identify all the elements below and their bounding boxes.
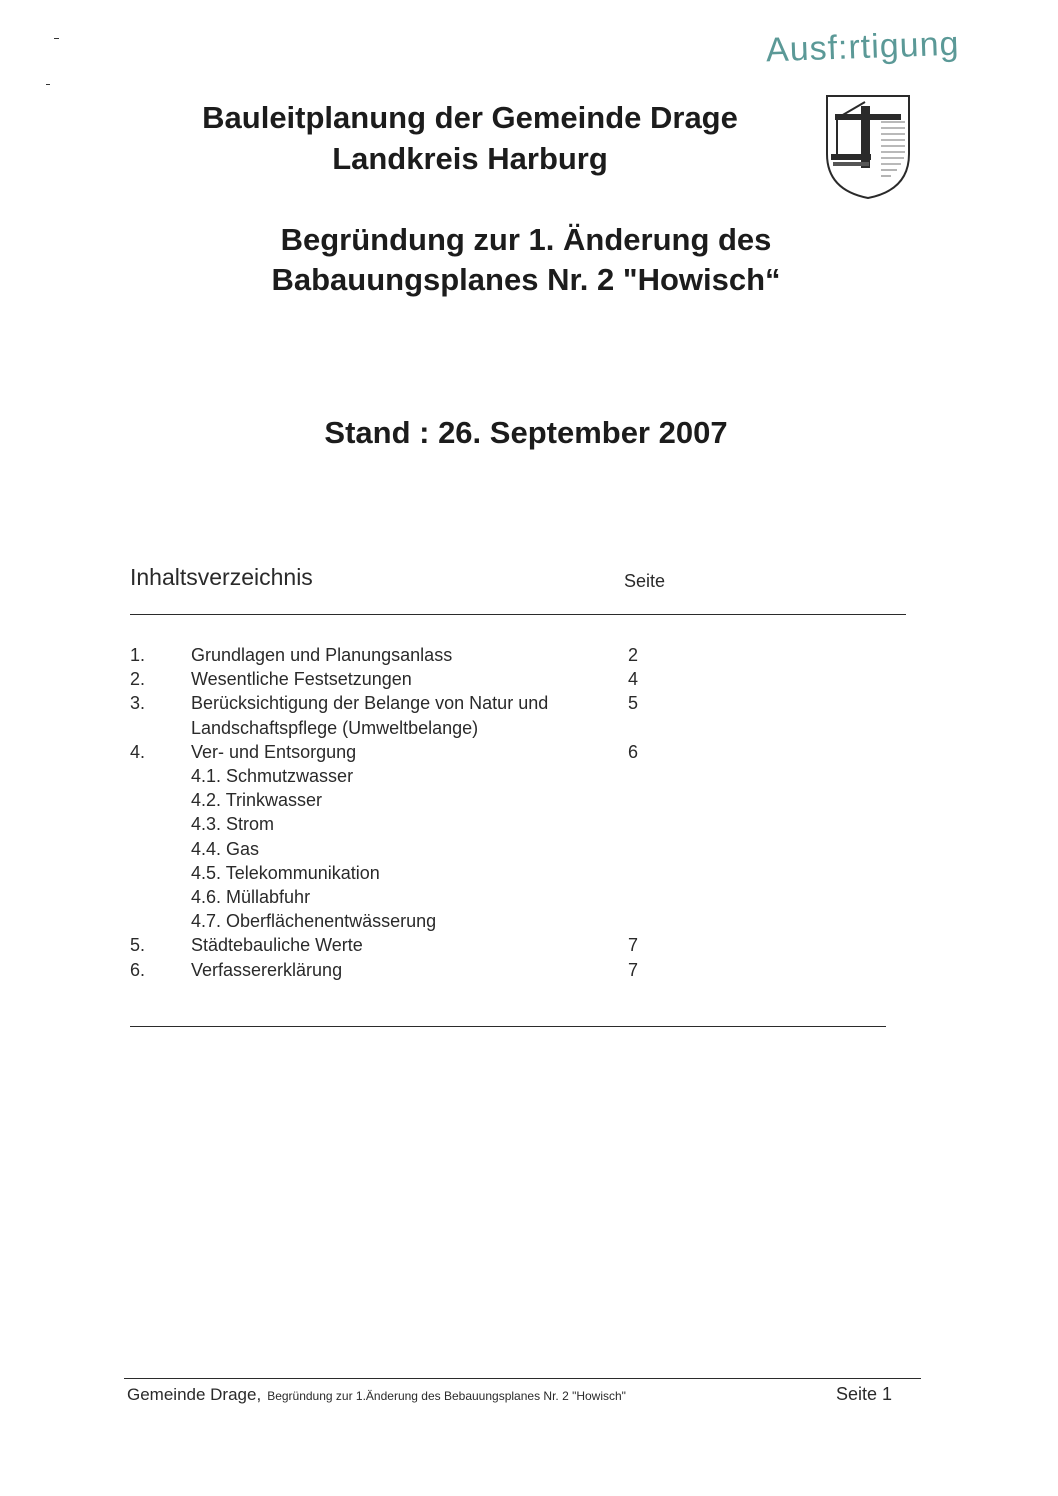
toc-list (130, 643, 690, 982)
toc-number (130, 885, 191, 909)
title-line-2: Landkreis Harburg (332, 141, 608, 176)
toc-entry: 4.7. Oberflächenentwässerung (191, 911, 437, 932)
toc-page (628, 909, 668, 933)
toc-entry: 4.2. Trinkwasser (191, 790, 323, 811)
toc-entry: Ver- und Entsorgung (191, 741, 357, 762)
coat-of-arms-icon (821, 92, 915, 202)
toc-page (628, 861, 668, 885)
footer-org: Gemeinde Drage, (127, 1385, 262, 1404)
toc-page (628, 716, 668, 740)
toc-entry: Landschaftspflege (Umweltbelange) (191, 717, 479, 738)
toc-page (628, 812, 668, 836)
toc-number: 4. (130, 741, 146, 762)
toc-entry: Berücksichtigung der Belange von Natur und (191, 693, 549, 714)
subtitle-line-1: Begründung zur 1. Änderung des (280, 222, 772, 257)
toc-bottom-rule (130, 1026, 886, 1027)
toc-entry: Wesentliche Festsetzungen (191, 669, 412, 690)
ausfertigung-stamp: Ausf:rtigung (765, 24, 961, 70)
toc-number (130, 764, 191, 788)
toc-entry: Verfassererklärung (191, 959, 343, 980)
toc-row (130, 837, 690, 861)
toc-entry: 4.6. Müllabfuhr (191, 887, 311, 908)
toc-page (628, 788, 668, 812)
footer-page-number: Seite 1 (836, 1384, 893, 1404)
toc-number (130, 788, 191, 812)
scan-speck (46, 84, 50, 85)
toc-page (628, 885, 668, 909)
toc-number: 2. (130, 669, 146, 690)
toc-row (130, 933, 690, 957)
toc-row (130, 861, 690, 885)
toc-number (130, 812, 191, 836)
toc-number (130, 716, 191, 740)
toc-row (130, 716, 690, 740)
footer-rule (124, 1378, 921, 1379)
toc-title: Inhaltsverzeichnis (130, 564, 313, 590)
scan-speck (54, 38, 59, 39)
toc-top-rule (130, 614, 906, 615)
toc-row (130, 885, 690, 909)
toc-number: 5. (130, 935, 146, 956)
toc-row (130, 958, 690, 982)
toc-entry: 4.4. Gas (191, 838, 260, 859)
toc-page-header: Seite (624, 571, 666, 591)
toc-page (628, 837, 668, 861)
toc-entry: Städtebauliche Werte (191, 935, 363, 956)
toc-number (130, 909, 191, 933)
toc-number: 6. (130, 959, 146, 980)
toc-row (130, 788, 690, 812)
toc-row (130, 764, 690, 788)
stand-date: Stand : 26. September 2007 (324, 415, 728, 450)
toc-entry: Grundlagen und Planungsanlass (191, 645, 453, 665)
toc-entry: 4.1. Schmutzwasser (191, 766, 354, 787)
subtitle-line-2: Babauungsplanes Nr. 2 "Howisch“ (271, 262, 781, 297)
toc-page: 6 (628, 741, 639, 762)
toc-number: 3. (130, 693, 146, 714)
footer-left (127, 1385, 626, 1405)
toc-row (130, 740, 690, 764)
toc-row (130, 667, 690, 691)
toc-number (130, 837, 191, 861)
toc-page: 4 (628, 669, 639, 690)
toc-entry: 4.5. Telekommunikation (191, 862, 380, 883)
toc-number (130, 861, 191, 885)
footer-doc-title: Begründung zur 1.Änderung des Bebauungsplanes Nr. 2 "Howisch" (267, 1389, 626, 1403)
toc-page: 7 (628, 935, 639, 956)
title-line-1: Bauleitplanung der Gemeinde Drage (202, 100, 738, 135)
toc-page: 7 (628, 959, 639, 980)
toc-row (130, 691, 690, 715)
toc-row (130, 643, 690, 667)
toc-page (628, 764, 668, 788)
toc-entry: 4.3. Strom (191, 814, 275, 835)
toc-number: 1. (130, 645, 146, 665)
toc-row (130, 812, 690, 836)
toc-page: 2 (628, 645, 639, 665)
toc-row (130, 909, 690, 933)
toc-page: 5 (628, 693, 639, 714)
